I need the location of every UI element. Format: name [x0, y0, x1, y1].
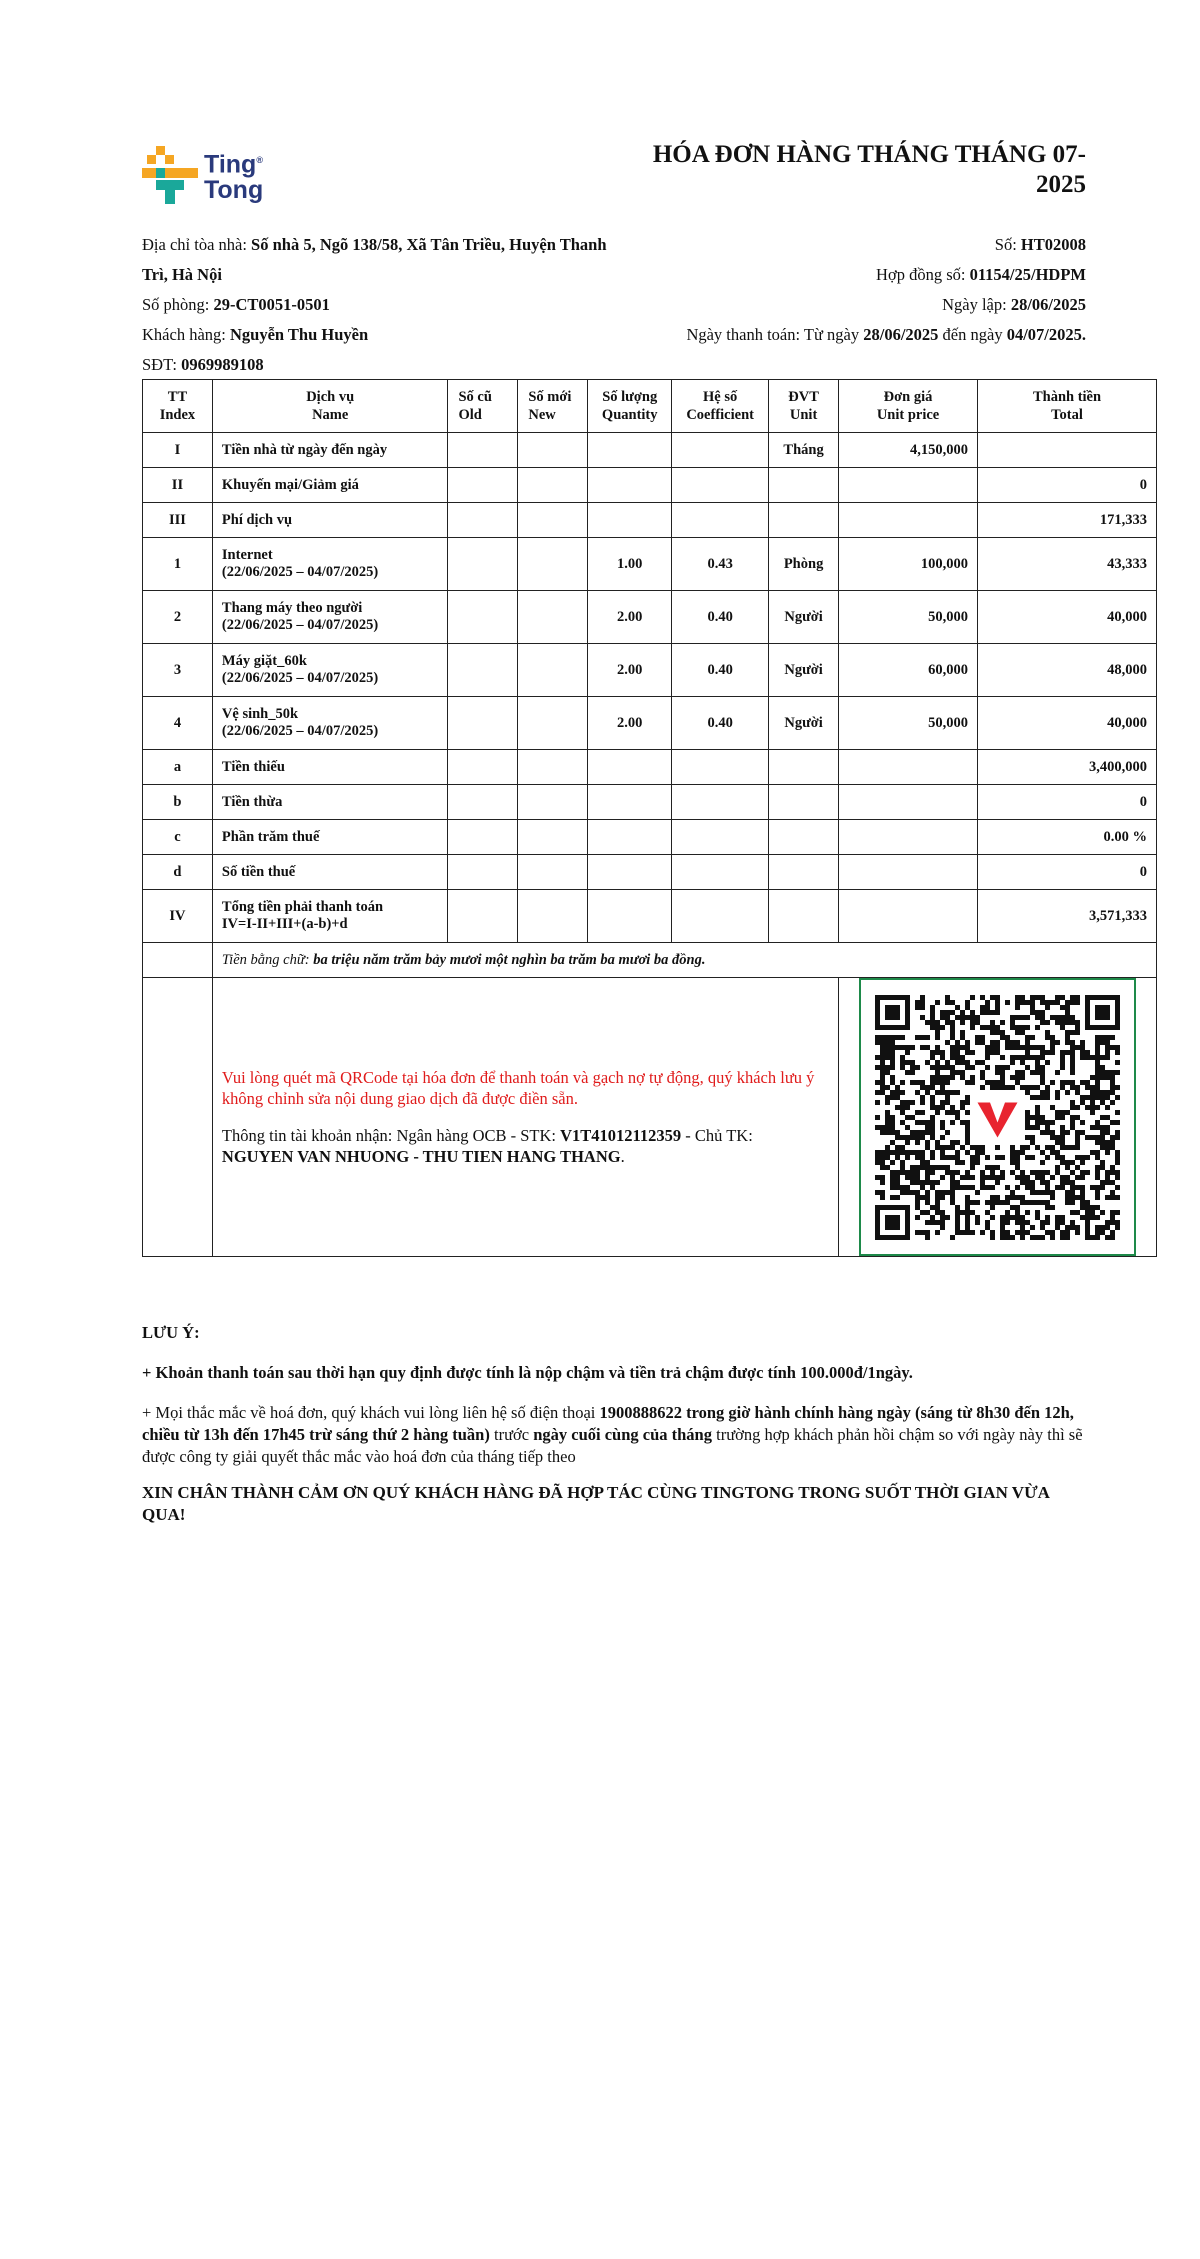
row-total: 43,333 — [978, 538, 1157, 591]
table-row — [143, 503, 1157, 538]
room-value: 29-CT0051-0501 — [213, 295, 330, 314]
payment-period-to: 04/07/2025 — [1006, 325, 1082, 344]
row-quantity — [588, 785, 672, 820]
table-row — [143, 750, 1157, 785]
contact-suffix: trường hợp khách phản hồi chậm so với ngày này thì sẽ được công ty giải quyết thắc mắc vào hoá đơn của tháng tiếp theo — [142, 1425, 1083, 1466]
invoice-table — [142, 379, 1157, 1257]
col-header-coefficient: Hệ số Coefficient — [672, 380, 769, 433]
row-coefficient — [672, 468, 769, 503]
invoice-number-label: Số: — [994, 235, 1021, 254]
contact-mid: trước — [489, 1425, 534, 1444]
contact-hotline: 1900888622 trong giờ hành chính hàng ngày (sáng từ 8h30 đến 12h, chiều từ 13h đến 17h45 trừ sáng thứ 2 hàng tuần) — [142, 1403, 1074, 1444]
customer-value: Nguyễn Thu Huyền — [229, 325, 369, 344]
invoice-header — [142, 140, 1157, 230]
row-index: d — [143, 855, 213, 890]
row-new — [518, 785, 588, 820]
row-coefficient: 0.40 — [672, 644, 769, 697]
row-quantity — [588, 433, 672, 468]
row-quantity — [588, 468, 672, 503]
row-new — [518, 644, 588, 697]
row-new — [518, 750, 588, 785]
issue-date-label: Ngày lập: — [942, 295, 1011, 314]
row-name-text: Tiền thiếu — [221, 758, 285, 775]
row-name-text: Số tiền thuế — [221, 863, 296, 880]
row-unit: Người — [769, 697, 839, 750]
tingtong-logo-icon — [142, 140, 302, 210]
row-total: 0.00 % — [978, 820, 1157, 855]
row-name-text: Thang máy theo người — [221, 600, 363, 616]
row-old — [448, 820, 518, 855]
row-total: 3,571,333 — [978, 890, 1157, 943]
row-new — [518, 591, 588, 644]
row-index: c — [143, 820, 213, 855]
col-header-new: Số mới New — [518, 380, 588, 433]
row-coefficient — [672, 433, 769, 468]
invoice-number-value: HT02008 — [1020, 235, 1086, 254]
row-old — [448, 697, 518, 750]
row-name — [212, 591, 448, 644]
table-row — [143, 785, 1157, 820]
row-name — [212, 785, 448, 820]
invoice-page — [142, 140, 1157, 1524]
payment-qr-row — [143, 978, 1157, 1257]
row-name-text: Vệ sinh_50k — [221, 706, 299, 722]
col-header-unit: ĐVT Unit — [769, 380, 839, 433]
row-old — [448, 468, 518, 503]
invoice-number — [995, 230, 1086, 260]
row-unit — [769, 468, 839, 503]
row-new — [518, 697, 588, 750]
row-index: III — [143, 503, 213, 538]
table-row — [143, 820, 1157, 855]
phone — [142, 350, 264, 380]
payment-period-label: Ngày thanh toán: Từ ngày — [686, 325, 864, 344]
contract-number-value: 01154/25/HDPM — [969, 265, 1086, 284]
row-unit-price: 60,000 — [839, 644, 978, 697]
row-quantity — [588, 890, 672, 943]
thanks-note: XIN CHÂN THÀNH CẢM ƠN QUÝ KHÁCH HÀNG ĐÃ HỢP TÁC CÙNG TINGTONG TRONG SUỐT THỜI GIAN VỪA QUA! — [142, 1483, 1049, 1524]
row-quantity: 2.00 — [588, 697, 672, 750]
row-name-text: Tiền thừa — [221, 793, 283, 810]
row-unit — [769, 785, 839, 820]
row-name-text: Tiền nhà từ ngày đến ngày — [221, 441, 388, 458]
address-value-line2: Trì, Hà Nội — [142, 265, 222, 284]
address-label: Địa chỉ tòa nhà: — [142, 235, 252, 254]
row-old — [448, 591, 518, 644]
row-name-text: Internet — [221, 547, 273, 563]
contract-number-label: Hợp đồng số: — [876, 265, 970, 284]
row-old — [448, 750, 518, 785]
row-quantity — [588, 855, 672, 890]
contract-number — [876, 260, 1086, 290]
logo-registered-mark: ® — [256, 154, 263, 165]
row-quantity — [588, 503, 672, 538]
row-unit-price: 50,000 — [839, 591, 978, 644]
row-coefficient — [672, 855, 769, 890]
row-old — [448, 785, 518, 820]
room-number — [142, 290, 330, 320]
row-new — [518, 468, 588, 503]
row-unit-price: 4,150,000 — [839, 433, 978, 468]
row-unit-price — [839, 855, 978, 890]
row-period: (22/06/2025 – 04/07/2025) — [221, 564, 379, 580]
issue-date-value: 28/06/2025 — [1010, 295, 1086, 314]
row-total — [978, 433, 1157, 468]
logo-line2: Tong — [204, 176, 264, 205]
row-quantity: 2.00 — [588, 591, 672, 644]
row-old — [448, 538, 518, 591]
row-index: 2 — [143, 591, 213, 644]
row-unit — [769, 750, 839, 785]
row-name — [212, 468, 448, 503]
row-name-text: Phần trăm thuế — [221, 828, 320, 845]
row-unit: Người — [769, 644, 839, 697]
qr-instruction: Vui lòng quét mã QRCode tại hóa đơn để thanh toán và gạch nợ tự động, quý khách lưu ý không chỉnh sửa nội dung giao dịch đã được điền sẵn. — [221, 1068, 815, 1108]
row-name — [212, 750, 448, 785]
col-header-total: Thành tiền Total — [978, 380, 1157, 433]
row-period: (22/06/2025 – 04/07/2025) — [221, 723, 379, 739]
amount-in-words-row — [143, 943, 1157, 978]
row-name-text: Tổng tiền phải thanh toán — [221, 899, 384, 915]
row-period: (22/06/2025 – 04/07/2025) — [221, 670, 379, 686]
row-new — [518, 503, 588, 538]
row-name — [212, 538, 448, 591]
row-unit-price: 50,000 — [839, 697, 978, 750]
row-unit-price — [839, 503, 978, 538]
row-index: b — [143, 785, 213, 820]
row-index: 1 — [143, 538, 213, 591]
row-name — [212, 890, 448, 943]
contact-prefix: + Mọi thắc mắc về hoá đơn, quý khách vui lòng liên hệ số điện thoại — [142, 1403, 600, 1422]
contact-note — [142, 1402, 1087, 1468]
row-index: a — [143, 750, 213, 785]
row-index: IV — [143, 890, 213, 943]
row-name — [212, 433, 448, 468]
account-number: V1T41012112359 — [560, 1126, 682, 1145]
row-unit: Tháng — [769, 433, 839, 468]
row-old — [448, 433, 518, 468]
table-row — [143, 644, 1157, 697]
row-index: 3 — [143, 644, 213, 697]
col-header-unit-price: Đơn giá Unit price — [839, 380, 978, 433]
row-quantity — [588, 750, 672, 785]
amount-in-words-value: ba triệu năm trăm bảy mươi một nghìn ba trăm ba mươi ba đồng. — [313, 951, 706, 968]
row-coefficient: 0.40 — [672, 697, 769, 750]
row-coefficient — [672, 750, 769, 785]
row-name — [212, 503, 448, 538]
table-row — [143, 433, 1157, 468]
col-header-old: Số cũ Old — [448, 380, 518, 433]
table-row — [143, 538, 1157, 591]
row-new — [518, 890, 588, 943]
contact-deadline: ngày cuối cùng của tháng — [533, 1425, 712, 1444]
account-end: . — [620, 1147, 625, 1166]
table-row — [143, 468, 1157, 503]
row-index: I — [143, 433, 213, 468]
row-total: 40,000 — [978, 591, 1157, 644]
late-fee-note: + Khoản thanh toán sau thời hạn quy định được tính là nộp chậm và tiền trả chậm được tính 100.000đ/1ngày. — [142, 1363, 913, 1382]
row-unit-price — [839, 750, 978, 785]
col-header-index: TT Index — [143, 380, 213, 433]
room-label: Số phòng: — [142, 295, 214, 314]
row-new — [518, 820, 588, 855]
row-unit — [769, 820, 839, 855]
account-prefix: Thông tin tài khoản nhận: Ngân hàng OCB - STK: — [221, 1126, 561, 1145]
row-total: 0 — [978, 468, 1157, 503]
row-old — [448, 644, 518, 697]
account-holder-label: - Chủ TK: — [681, 1126, 753, 1145]
col-header-quantity: Số lượng Quantity — [588, 380, 672, 433]
row-period: IV=I-II+III+(a-b)+d — [221, 916, 348, 932]
row-coefficient — [672, 785, 769, 820]
row-old — [448, 855, 518, 890]
customer-label: Khách hàng: — [142, 325, 230, 344]
address — [142, 230, 607, 260]
row-unit — [769, 855, 839, 890]
row-index: II — [143, 468, 213, 503]
row-name-text: Phí dịch vụ — [221, 511, 293, 528]
notes-heading: LƯU Ý: — [142, 1323, 200, 1342]
row-unit-price — [839, 785, 978, 820]
table-row — [143, 890, 1157, 943]
row-total: 171,333 — [978, 503, 1157, 538]
row-name — [212, 855, 448, 890]
row-total: 40,000 — [978, 697, 1157, 750]
row-new — [518, 855, 588, 890]
row-coefficient: 0.43 — [672, 538, 769, 591]
row-unit-price: 100,000 — [839, 538, 978, 591]
payment-period — [686, 320, 1086, 350]
row-index: 4 — [143, 697, 213, 750]
payment-period-from: 28/06/2025 — [863, 325, 939, 344]
issue-date — [942, 290, 1086, 320]
amount-in-words-label: Tiền bằng chữ: — [221, 951, 314, 968]
payment-period-mid: đến ngày — [938, 325, 1007, 344]
invoice-info — [142, 230, 1157, 380]
payment-qr-code-icon[interactable] — [859, 978, 1136, 1256]
row-unit — [769, 890, 839, 943]
phone-value: 0969989108 — [181, 355, 264, 374]
amount-in-words — [212, 943, 1156, 978]
table-row — [143, 697, 1157, 750]
table-row — [143, 855, 1157, 890]
table-row — [143, 591, 1157, 644]
row-new — [518, 538, 588, 591]
logo-line1: Ting — [204, 150, 257, 179]
row-unit-price — [839, 820, 978, 855]
row-name — [212, 697, 448, 750]
row-name-text: Máy giặt_60k — [221, 653, 307, 669]
row-name — [212, 644, 448, 697]
row-period: (22/06/2025 – 04/07/2025) — [221, 617, 379, 633]
row-coefficient — [672, 820, 769, 855]
row-unit: Phòng — [769, 538, 839, 591]
row-coefficient — [672, 503, 769, 538]
payment-period-end: . — [1081, 325, 1086, 344]
account-info — [222, 1125, 818, 1167]
row-old — [448, 890, 518, 943]
row-quantity: 1.00 — [588, 538, 672, 591]
row-unit — [769, 503, 839, 538]
row-quantity: 2.00 — [588, 644, 672, 697]
row-coefficient: 0.40 — [672, 591, 769, 644]
row-unit-price — [839, 468, 978, 503]
table-header-row — [143, 380, 1157, 433]
row-name-text: Khuyến mại/Giảm giá — [221, 476, 359, 493]
row-total: 3,400,000 — [978, 750, 1157, 785]
address-value-line1: Số nhà 5, Ngõ 138/58, Xã Tân Triều, Huyện Thanh — [251, 235, 607, 254]
row-new — [518, 433, 588, 468]
row-total: 0 — [978, 785, 1157, 820]
row-coefficient — [672, 890, 769, 943]
row-old — [448, 503, 518, 538]
invoice-title: HÓA ĐƠN HÀNG THÁNG THÁNG 07-2025 — [652, 141, 1086, 198]
row-unit: Người — [769, 591, 839, 644]
row-total: 0 — [978, 855, 1157, 890]
row-name — [212, 820, 448, 855]
account-holder: NGUYEN VAN NHUONG - THU TIEN HANG THANG — [221, 1147, 621, 1166]
phone-label: SĐT: — [142, 355, 182, 374]
row-unit-price — [839, 890, 978, 943]
notes-section — [142, 1322, 1087, 1540]
col-header-name: Dịch vụ Name — [212, 380, 448, 433]
row-total: 48,000 — [978, 644, 1157, 697]
customer — [142, 320, 368, 350]
row-quantity — [588, 820, 672, 855]
